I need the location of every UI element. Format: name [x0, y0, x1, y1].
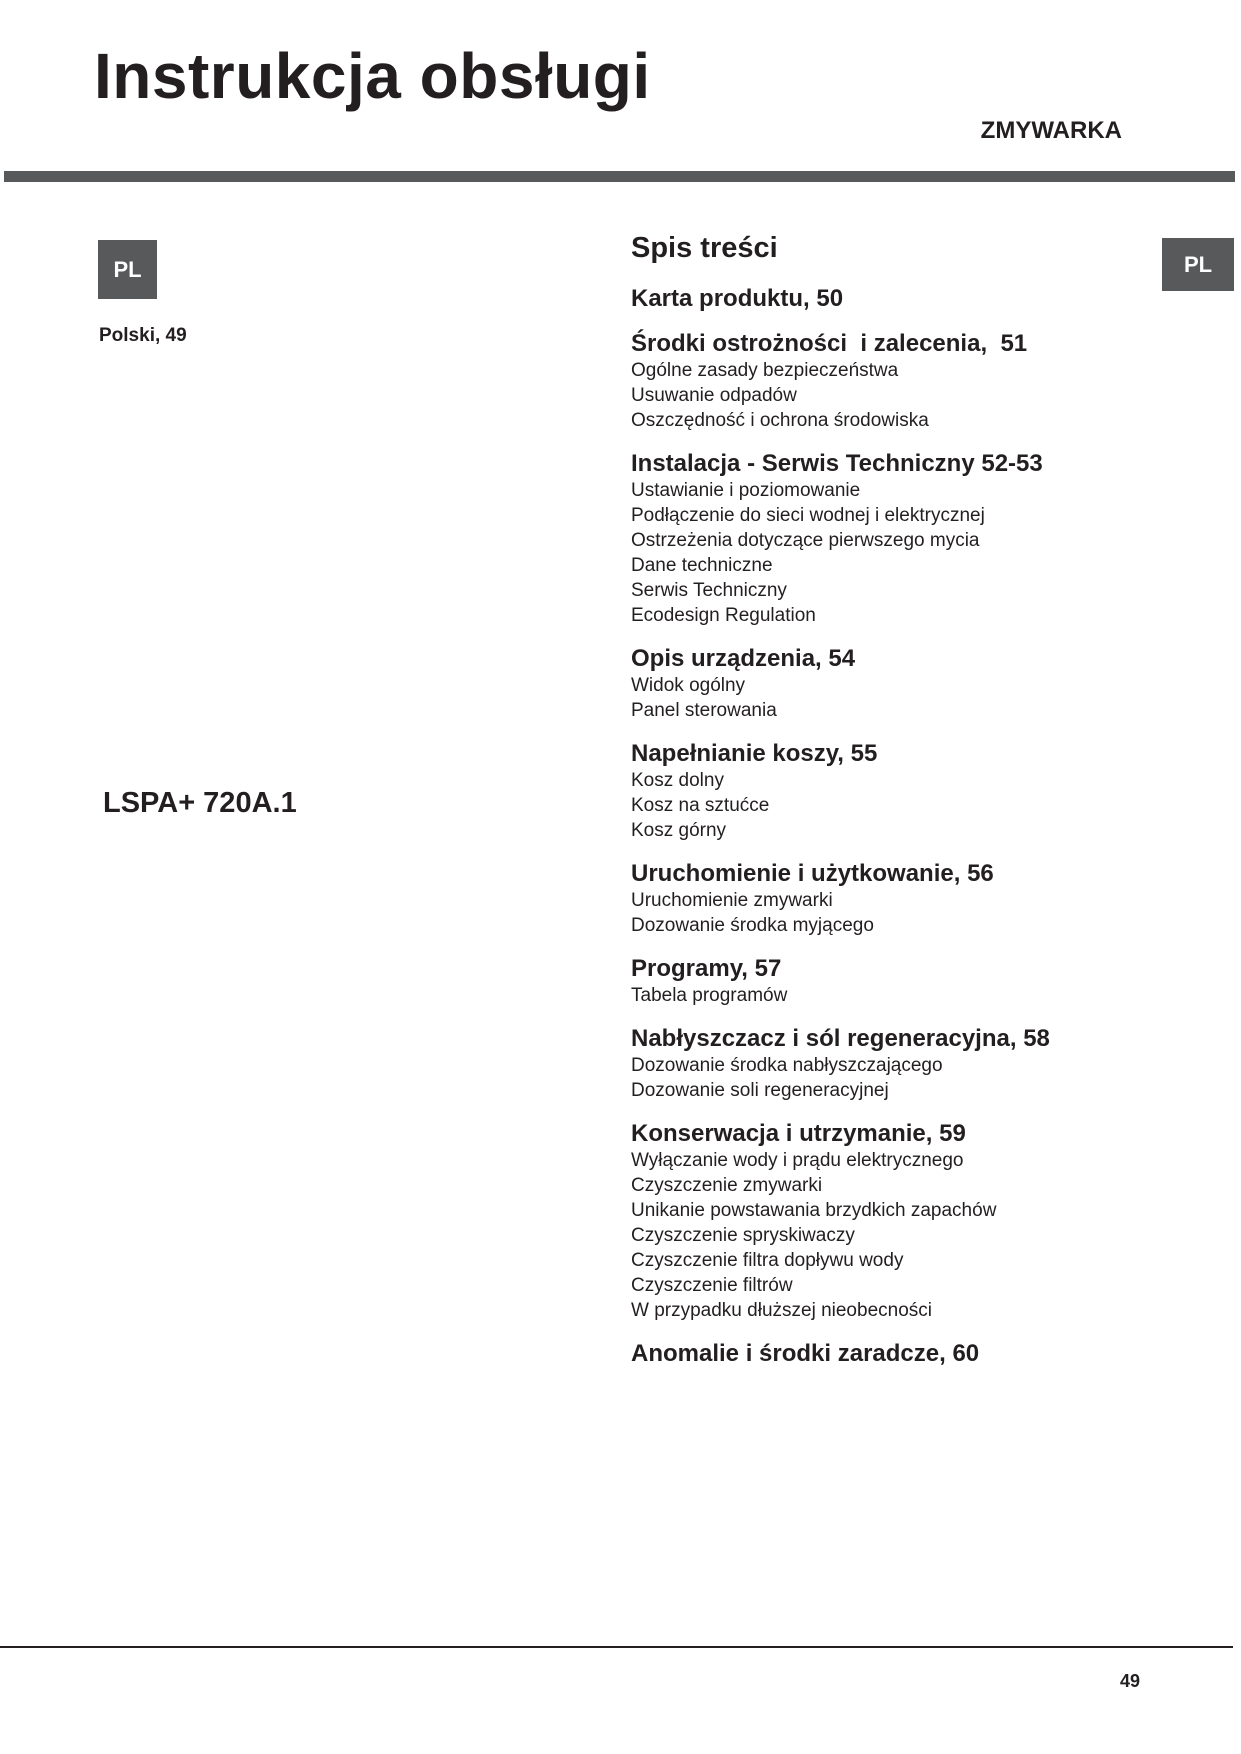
- toc-section: [631, 954, 1111, 1008]
- toc-item: Usuwanie odpadów: [631, 385, 797, 406]
- toc-item: Kosz górny: [631, 820, 727, 841]
- toc-item: Dozowanie środka nabłyszczającego: [631, 1055, 943, 1076]
- toc-section-title: Opis urządzenia, 54: [631, 645, 856, 672]
- toc-section-title: Napełnianie koszy, 55: [631, 740, 878, 767]
- toc-section: [631, 449, 1111, 628]
- toc-item: Panel sterowania: [631, 700, 777, 721]
- toc-section: [631, 1339, 1111, 1368]
- toc-item: Kosz dolny: [631, 770, 724, 791]
- document-title: Instrukcja obsługi: [94, 40, 651, 112]
- toc-item: Kosz na sztućce: [631, 795, 770, 816]
- language-tab-right: PL: [1162, 238, 1234, 291]
- document-subtitle: ZMYWARKA: [980, 117, 1122, 144]
- toc-item: W przypadku dłuższej nieobecności: [631, 1300, 932, 1321]
- toc-section-title: Nabłyszczacz i sól regeneracyjna, 58: [631, 1025, 1050, 1052]
- footer-divider: [0, 1646, 1233, 1648]
- language-badge-left: PL: [98, 240, 157, 299]
- toc-section-title: Uruchomienie i użytkowanie, 56: [631, 860, 994, 887]
- toc-section: [631, 644, 1111, 723]
- toc-section: [631, 284, 1111, 313]
- toc-section: [631, 739, 1111, 843]
- toc-section: [631, 1024, 1111, 1103]
- toc-section-title: Instalacja - Serwis Techniczny 52-53: [631, 450, 1043, 477]
- toc-section: [631, 859, 1111, 938]
- toc-item: Dozowanie soli regeneracyjnej: [631, 1080, 889, 1101]
- table-of-contents: [631, 230, 1111, 1368]
- toc-item: Ostrzeżenia dotyczące pierwszego mycia: [631, 530, 980, 551]
- toc-item: Dane techniczne: [631, 555, 773, 576]
- page-number: 49: [1120, 1671, 1141, 1691]
- toc-section-title: Karta produktu, 50: [631, 285, 844, 312]
- header-divider: [4, 171, 1235, 182]
- toc-item: Tabela programów: [631, 985, 788, 1006]
- toc-section-title: Programy, 57: [631, 955, 782, 982]
- toc-section-list: [631, 284, 1111, 1368]
- language-page-reference: Polski, 49: [99, 325, 187, 346]
- toc-item: Ecodesign Regulation: [631, 605, 816, 626]
- toc-item: Uruchomienie zmywarki: [631, 890, 833, 911]
- toc-heading: Spis treści: [631, 232, 778, 264]
- toc-item: Czyszczenie zmywarki: [631, 1175, 823, 1196]
- toc-section-title: Środki ostrożności i zalecenia, 51: [631, 330, 1028, 357]
- toc-item: Wyłączanie wody i prądu elektrycznego: [631, 1150, 964, 1171]
- toc-section: [631, 1119, 1111, 1323]
- toc-section-title: Konserwacja i utrzymanie, 59: [631, 1120, 966, 1147]
- toc-item: Ustawianie i poziomowanie: [631, 480, 861, 501]
- toc-section-title: Anomalie i środki zaradcze, 60: [631, 1340, 980, 1367]
- toc-item: Ogólne zasady bezpieczeństwa: [631, 360, 899, 381]
- toc-item: Oszczędność i ochrona środowiska: [631, 410, 929, 431]
- toc-item: Widok ogólny: [631, 675, 746, 696]
- toc-item: Czyszczenie spryskiwaczy: [631, 1225, 855, 1246]
- model-number: LSPA+ 720A.1: [103, 787, 297, 819]
- toc-item: Unikanie powstawania brzydkich zapachów: [631, 1200, 997, 1221]
- toc-item: Serwis Techniczny: [631, 580, 787, 601]
- toc-item: Czyszczenie filtrów: [631, 1275, 793, 1296]
- toc-item: Podłączenie do sieci wodnej i elektrycznej: [631, 505, 985, 526]
- toc-item: Czyszczenie filtra dopływu wody: [631, 1250, 904, 1271]
- toc-item: Dozowanie środka myjącego: [631, 915, 874, 936]
- toc-section: [631, 329, 1111, 433]
